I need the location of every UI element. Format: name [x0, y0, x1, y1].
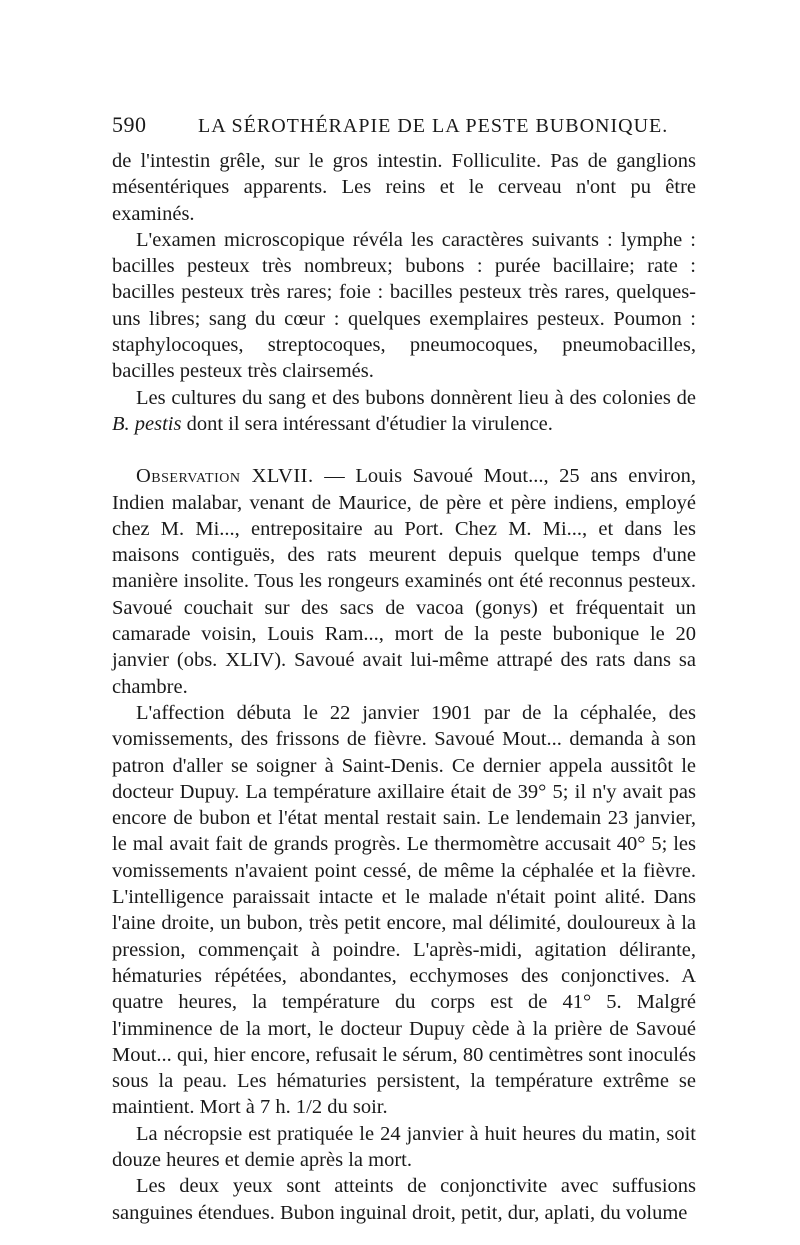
paragraph-cultures — [112, 385, 696, 438]
species-name: B. pestis — [112, 412, 182, 435]
section-gap — [112, 437, 696, 463]
book-page — [112, 112, 696, 1226]
cultures-text-end: dont il sera intéressant d'étudier la virulence. — [181, 412, 553, 435]
running-header — [112, 112, 696, 138]
paragraph-intestin: de l'intestin grêle, sur le gros intestin. Folliculite. Pas de ganglions mésentériques apparents. Les reins et le cerveau n'ont pu être examinés. — [112, 150, 696, 225]
cultures-text-start: Les cultures du sang et des bubons donnèrent lieu à des colonies de — [136, 386, 696, 409]
paragraph-affection: L'affection débuta le 22 janvier 1901 par de la céphalée, des vomissements, des frissons de fièvre. Savoué Mout... demanda à son patron d'aller se soigner à Saint-Denis. Ce dernier appela aussitôt le docteur Dupuy. La température axillaire était de 39° 5; il n'y avait pas encore de bubon et l'état mental restait sain. Le lendemain 23 janvier, le mal avait fait de grands progrès. Le thermomètre accusait 40° 5; les vomissements n'avaient point cessé, de même la céphalée et la fièvre. L'intelligence paraissait intacte et le malade n'était point alité. Dans l'aine droite, un bubon, très petit encore, mal délimité, douloureux à la pression, commençait à poindre. L'après-midi, agitation délirante, hématuries répétées, abondantes, ecchymoses des conjonctives. A quatre heures, la température du corps est de 41° 5. Malgré l'imminence de la mort, le docteur Dupuy cède à la prière de Savoué Mout... qui, hier encore, refusait le sérum, 80 centimètres sont inoculés sous la peau. Les hématuries persistent, la température extrême se maintient. Mort à 7 h. 1/2 du soir. — [112, 701, 696, 1119]
observation-label: Observation XLVII. — [136, 465, 314, 488]
paragraph-necropsie: La nécropsie est pratiquée le 24 janvier à huit heures du matin, soit douze heures et demie après la mort. — [112, 1122, 696, 1171]
paragraph-observation-xlvii — [112, 463, 696, 700]
paragraph-yeux: Les deux yeux sont atteints de conjonctivite avec suffusions sanguines étendues. Bubon inguinal droit, petit, dur, aplati, du volume — [112, 1175, 696, 1224]
observation-text: — Louis Savoué Mout..., 25 ans environ, Indien malabar, venant de Maurice, de père et père indiens, employé chez M. Mi..., entrepositaire au Port. Chez M. Mi..., et dans les maisons contiguës, des rats meurent depuis quelque temps d'une manière insolite. Tous les rongeurs examinés ont été reconnus pesteux. Savoué couchait sur des sacs de vacoa (gonys) et fréquentait un camarade voisin, Louis Ram..., mort de la peste bubonique le 20 janvier (obs. XLIV). Savoué avait lui-même attrapé des rats dans sa chambre. — [112, 465, 696, 698]
page-number: 590 — [112, 112, 147, 137]
paragraph-examen-microscopique: L'examen microscopique révéla les caractères suivants : lymphe : bacilles pesteux très nombreux; bubons : purée bacillaire; rate : bacilles pesteux très rares; foie : bacilles pesteux très rares, quelques-uns libres; sang du cœur : quelques exemplaires pesteux. Poumon : staphylocoques, streptocoques, pneumocoques, pneumobacilles, bacilles pesteux très clairsemés. — [112, 228, 696, 383]
running-title: LA SÉROTHÉRAPIE DE LA PESTE BUBONIQUE. — [198, 115, 669, 137]
